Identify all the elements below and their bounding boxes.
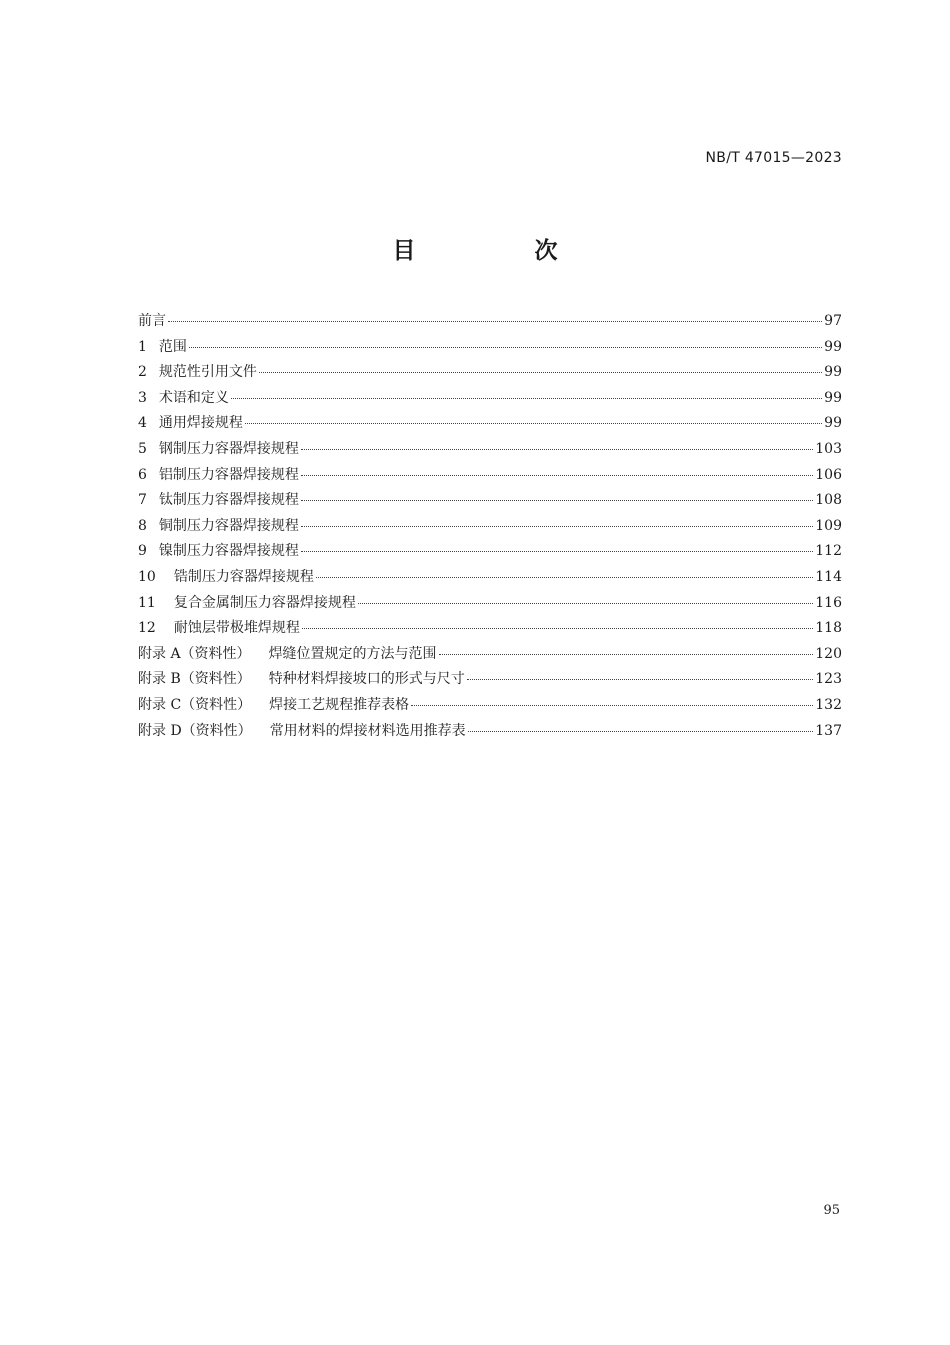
- toc-entry-page: 116: [815, 594, 842, 611]
- toc-dot-leader: [301, 449, 813, 450]
- toc-entry[interactable]: [138, 540, 842, 566]
- page-number: 95: [823, 1203, 840, 1218]
- toc-entry-page: 106: [815, 466, 842, 483]
- table-of-contents: [138, 310, 842, 745]
- toc-entry-page: 108: [815, 492, 842, 509]
- toc-entry-label: 复合金属制压力容器焊接规程: [173, 594, 356, 611]
- toc-dot-leader: [231, 398, 822, 399]
- toc-entry-label: 通用焊接规程: [158, 415, 243, 432]
- toc-entry-label: 焊接工艺规程推荐表格: [269, 696, 410, 713]
- toc-dot-leader: [358, 603, 813, 604]
- toc-entry-label: 锆制压力容器焊接规程: [173, 568, 314, 585]
- toc-entry-page: 97: [824, 313, 842, 329]
- toc-entry-number: 2: [138, 364, 147, 381]
- toc-dot-leader: [189, 347, 822, 348]
- toc-entry[interactable]: [138, 617, 842, 643]
- toc-entry-number: 1: [138, 338, 147, 355]
- toc-entry-label: 铜制压力容器焊接规程: [158, 517, 299, 534]
- toc-entry[interactable]: [138, 361, 842, 387]
- toc-entry-label: 术语和定义: [158, 389, 229, 406]
- toc-entry[interactable]: [138, 592, 842, 618]
- toc-dot-leader: [245, 423, 822, 424]
- toc-dot-leader: [301, 526, 813, 527]
- toc-entry-number: 4: [138, 415, 147, 432]
- toc-entry-label: 钢制压力容器焊接规程: [158, 440, 299, 457]
- toc-entry-page: 132: [815, 696, 842, 713]
- toc-dot-leader: [168, 321, 822, 322]
- toc-entry[interactable]: [138, 694, 842, 720]
- toc-dot-leader: [302, 628, 813, 629]
- toc-entry-page: 118: [815, 620, 842, 637]
- toc-entry-page: 109: [815, 517, 842, 534]
- toc-entry-number: 3: [138, 389, 147, 406]
- toc-dot-leader: [468, 731, 814, 732]
- toc-dot-leader: [411, 705, 813, 706]
- toc-entry-label: 常用材料的焊接材料选用推荐表: [269, 722, 466, 739]
- toc-entry-label: 焊缝位置规定的方法与范围: [268, 645, 437, 662]
- toc-entry-page: 120: [815, 645, 842, 662]
- page-title: 目 次: [392, 238, 606, 264]
- toc-dot-leader: [259, 372, 822, 373]
- toc-entry[interactable]: [138, 515, 842, 541]
- toc-entry[interactable]: [138, 464, 842, 490]
- toc-entry-page: 99: [824, 415, 842, 432]
- toc-entry-page: 112: [815, 543, 842, 560]
- toc-entry-label: 铝制压力容器焊接规程: [158, 466, 299, 483]
- toc-dot-leader: [301, 475, 813, 476]
- toc-entry-label: 钛制压力容器焊接规程: [158, 492, 299, 509]
- toc-entry-number: 9: [138, 543, 147, 560]
- toc-entry-number: 8: [138, 517, 147, 534]
- toc-entry-number: 12: [138, 620, 156, 637]
- toc-entry[interactable]: [138, 310, 842, 336]
- toc-entry-page: 99: [824, 338, 842, 355]
- toc-entry-page: 123: [815, 671, 842, 688]
- toc-entry-number: 附录 B（资料性）: [138, 671, 251, 688]
- toc-entry-number: 10: [138, 568, 156, 585]
- toc-entry[interactable]: [138, 387, 842, 413]
- toc-entry-number: 11: [138, 594, 156, 611]
- toc-entry-number: 7: [138, 492, 147, 509]
- toc-entry-page: 103: [815, 440, 842, 457]
- toc-entry[interactable]: [138, 668, 842, 694]
- toc-entry-label: 前言: [138, 313, 166, 329]
- toc-entry-label: 耐蚀层带极堆焊规程: [173, 620, 300, 637]
- toc-dot-leader: [467, 679, 814, 680]
- toc-entry-number: 附录 A（资料性）: [138, 645, 251, 662]
- toc-dot-leader: [316, 577, 813, 578]
- toc-entry-page: 137: [815, 722, 842, 739]
- toc-entry-number: 附录 D（资料性）: [138, 722, 252, 739]
- toc-entry-number: 附录 C（资料性）: [138, 696, 252, 713]
- toc-entry-label: 特种材料焊接坡口的形式与尺寸: [268, 671, 465, 688]
- toc-entry-number: 6: [138, 466, 147, 483]
- toc-entry-label: 规范性引用文件: [158, 364, 257, 381]
- toc-entry[interactable]: [138, 643, 842, 669]
- toc-entry[interactable]: [138, 720, 842, 746]
- toc-entry-number: 5: [138, 440, 147, 457]
- toc-entry-page: 114: [815, 568, 842, 585]
- toc-entry-label: 范围: [158, 338, 187, 355]
- toc-entry[interactable]: [138, 566, 842, 592]
- toc-dot-leader: [301, 500, 813, 501]
- toc-entry[interactable]: [138, 438, 842, 464]
- toc-entry[interactable]: [138, 412, 842, 438]
- toc-entry-page: 99: [824, 364, 842, 381]
- toc-dot-leader: [301, 551, 813, 552]
- toc-entry[interactable]: [138, 489, 842, 515]
- toc-entry[interactable]: [138, 336, 842, 362]
- toc-entry-label: 镍制压力容器焊接规程: [158, 543, 299, 560]
- standard-number: NB/T 47015—2023: [705, 150, 842, 166]
- toc-entry-page: 99: [824, 389, 842, 406]
- toc-dot-leader: [439, 654, 814, 655]
